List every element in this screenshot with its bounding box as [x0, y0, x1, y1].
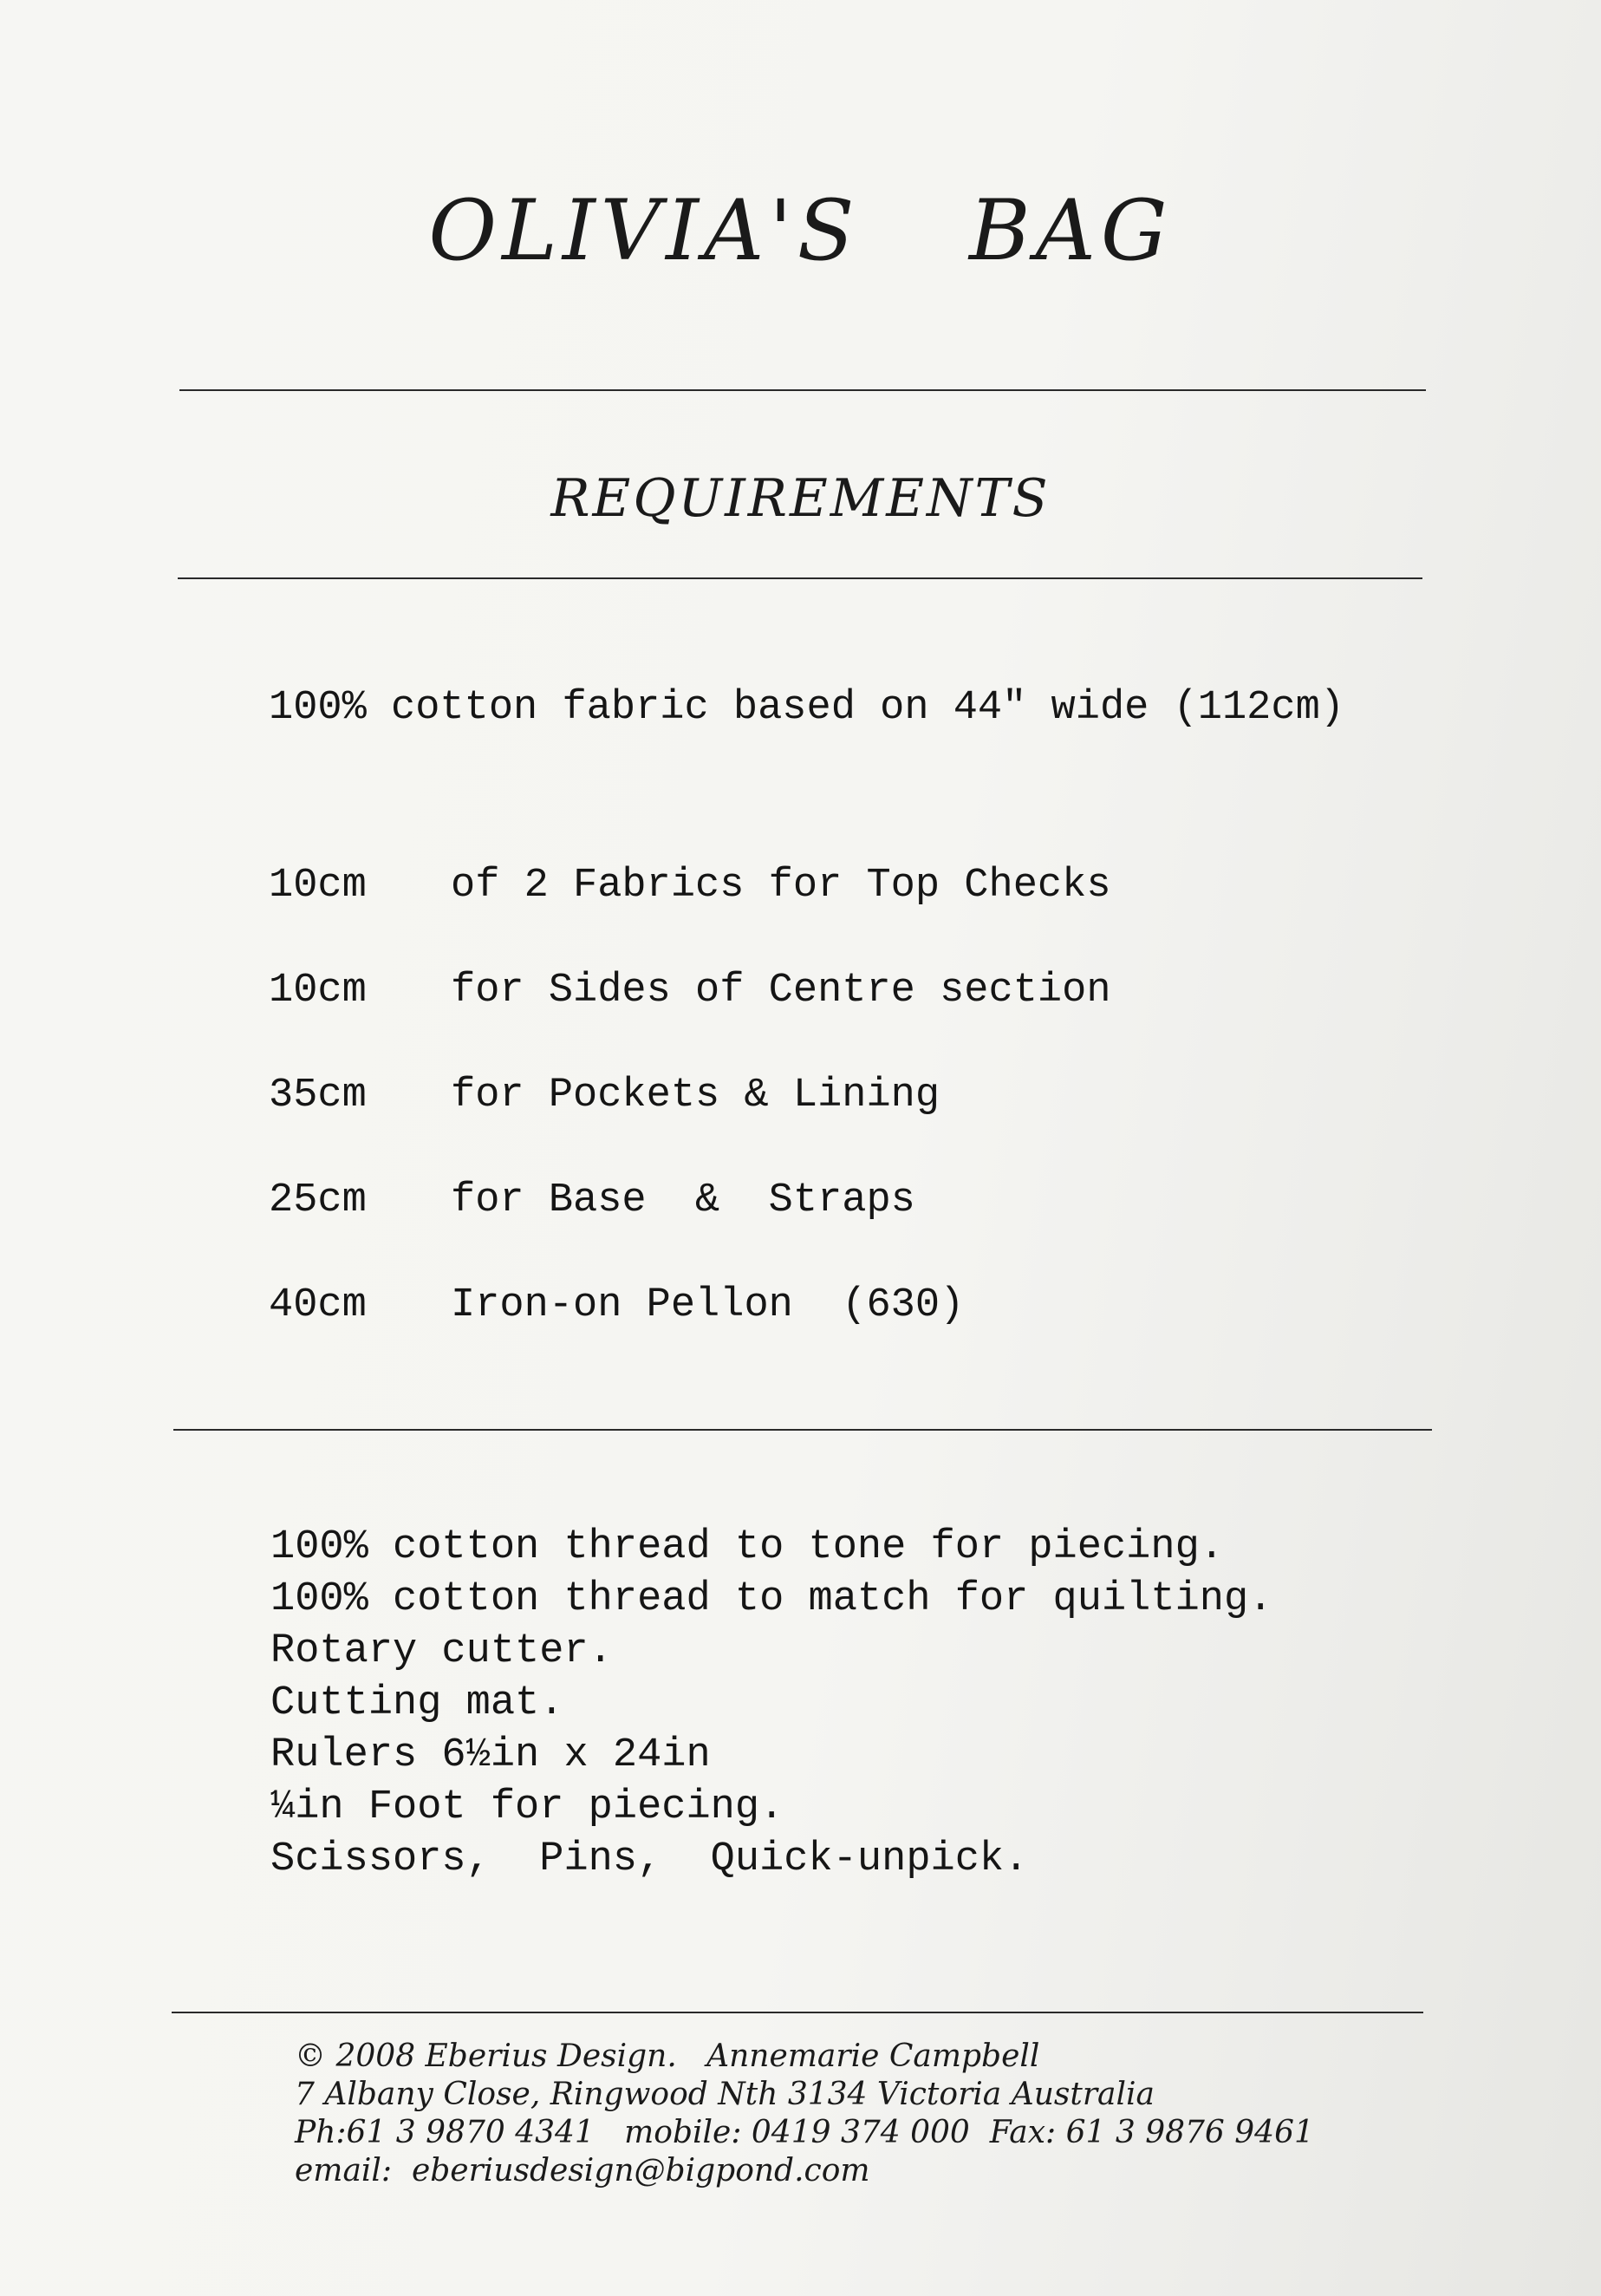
address-line: 7 Albany Close, Ringwood Nth 3134 Victoria Australia [295, 2077, 1155, 2112]
fabric-description: for Base & Straps [451, 1177, 915, 1223]
fabric-item [269, 1177, 1111, 1282]
phone-line: Ph:61 3 9870 4341 mobile: 0419 374 000 Fax: 61 3 9876 9461 [295, 2115, 1314, 2150]
fabric-item [269, 968, 1111, 1073]
tool-item: ¼in Foot for piecing. [270, 1784, 784, 1830]
divider-fabric [173, 1429, 1432, 1431]
fabric-description: of 2 Fabrics for Top Checks [451, 863, 1111, 909]
tool-item: Scissors, Pins, Quick-unpick. [270, 1836, 1029, 1882]
copyright-line: © 2008 Eberius Design. Annemarie Campbell [295, 2038, 1040, 2074]
fabric-description: Iron-on Pellon (630) [451, 1282, 965, 1328]
email-line: email: eberiusdesign@bigpond.com [295, 2153, 870, 2188]
section-title: REQUIREMENTS [550, 468, 1051, 529]
fabric-amount: 10cm [269, 863, 367, 909]
fabric-amount: 10cm [269, 968, 367, 1014]
fabric-list [269, 863, 1111, 1387]
fabric-amount: 40cm [269, 1282, 367, 1328]
tool-item: Rotary cutter. [270, 1628, 613, 1674]
contact-footer [295, 2038, 1314, 2190]
fabric-description: for Pockets & Lining [451, 1073, 940, 1119]
divider-top [179, 389, 1426, 391]
tool-item: Rulers 6½in x 24in [270, 1732, 711, 1778]
fabric-intro: 100% cotton fabric based on 44″ wide (112cm) [269, 685, 1345, 731]
tool-item: 100% cotton thread to match for quilting. [270, 1576, 1273, 1622]
fabric-amount: 35cm [269, 1073, 367, 1119]
fabric-item [269, 1073, 1111, 1177]
divider-footer [172, 2012, 1423, 2013]
tool-item: Cutting mat. [270, 1680, 564, 1726]
fabric-item [269, 863, 1111, 968]
tools-list [270, 1522, 1272, 1886]
page-title: OLIVIA'S BAG [428, 182, 1173, 279]
divider-requirements [178, 577, 1422, 579]
fabric-description: for Sides of Centre section [451, 968, 1111, 1014]
fabric-item [269, 1282, 1111, 1387]
fabric-amount: 25cm [269, 1177, 367, 1223]
tool-item: 100% cotton thread to tone for piecing. [270, 1524, 1224, 1570]
